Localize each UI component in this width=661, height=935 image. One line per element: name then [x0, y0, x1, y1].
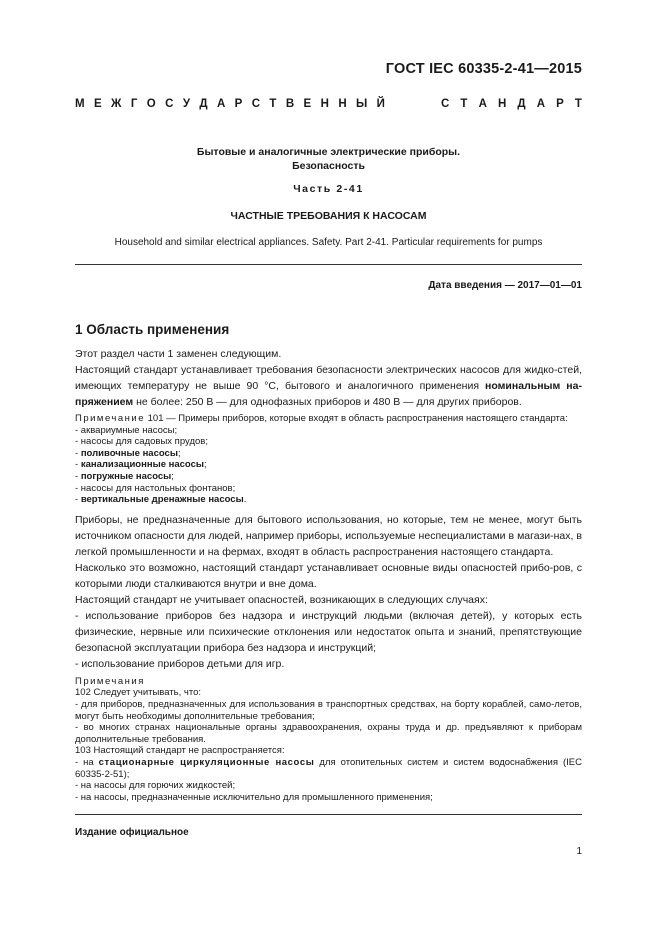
notes-label: Примечания [75, 675, 145, 687]
paragraph: - использование приборов детьми для игр. [75, 657, 285, 670]
banner-letter: С [441, 98, 450, 110]
example-item: - насосы для садовых прудов; [75, 436, 208, 448]
banner-letter: А [536, 98, 546, 110]
note-103-a: - на стационарные циркуляционные насосы для отопительных систем и систем водоснабжения (IEC 60335-2-51); [75, 756, 582, 780]
part-number: Часть 2-41 [293, 183, 364, 195]
note-103-b: - на насосы для горючих жидкостей; [75, 780, 236, 792]
banner-letter: С [251, 98, 261, 110]
banner-letter: Н [320, 98, 329, 110]
example-item: - вертикальные дренажные насосы. [75, 494, 247, 506]
banner-letter: Т [574, 98, 582, 110]
banner-letter: Е [93, 98, 102, 110]
standard-word [441, 98, 582, 110]
standard-number: ГОСТ IEC 60335-2-41—2015 [385, 61, 582, 77]
banner-letter: Д [199, 98, 208, 110]
section-body [75, 346, 582, 803]
banner-letter: Н [497, 98, 507, 110]
paragraph: Настоящий стандарт не учитывает опасностей, возникающих в следующих случаях: [75, 593, 488, 606]
banner-letter: Н [338, 98, 347, 110]
example-item: - поливочные насосы; [75, 447, 181, 459]
banner-letter: А [478, 98, 487, 110]
banner-letter: В [285, 98, 295, 110]
paragraph: - использование приборов без надзора и инструкций людьми (включая детей), у которых есть физические, нервные или психические отклонения или недостаток опыта и знаний, препятствующие безопасной эксплуатации прибора без надзора и инструкций; [75, 609, 582, 654]
banner-letter: А [216, 98, 226, 110]
note-102-a: - для приборов, предназначенных для использования в транспортных средствах, на борту кораблей, само-летов, могут быть необходимы дополнительные требования; [75, 698, 582, 722]
note-103-c: - на насосы, предназначенные исключительно для промышленного применения; [75, 791, 433, 803]
example-item: - погружные насосы; [75, 470, 174, 482]
examples-list [75, 425, 582, 506]
banner-letter: Й [376, 98, 385, 110]
note-102-b: - во многих странах национальные органы здравоохранения, охраны труда и др. предъявляют к приборам дополнительные требования. [75, 722, 582, 745]
document-title [75, 145, 582, 173]
title-line-1: Бытовые и аналогичные электрические приборы. [196, 146, 461, 158]
banner-letter: Ж [111, 98, 122, 110]
section-title: 1 Область применения [75, 322, 230, 337]
paragraph: Этот раздел части 1 заменен следующим. [75, 348, 282, 360]
note-101: Примечание 101 — Примеры приборов, которые входят в область распространения настоящего стандарта: [75, 413, 568, 424]
banner-letter: Ы [356, 98, 368, 110]
note-102: 102 Следует учитывать, что: [75, 687, 202, 699]
paragraph: Настоящий стандарт устанавливает требования безопасности электрических насосов для жидко-стей, имеющих температуру не выше 90 °С, бытового и аналогичного применения номинальным на-пряжением не более: 250 В — для однофазных приборов и 480 В — для других приборов. [75, 364, 582, 408]
title-line-2: Безопасность [292, 160, 365, 172]
banner-letter: С [165, 98, 174, 110]
introduction-date: Дата введения — 2017—01—01 [428, 280, 582, 291]
banner-letter: О [146, 98, 156, 110]
banner-letter: М [75, 98, 85, 110]
banner-letter: Д [517, 98, 526, 110]
page-number: 1 [576, 846, 582, 857]
official-edition-label: Издание официальное [75, 827, 189, 838]
banner-letter: Т [269, 98, 277, 110]
example-item: - аквариумные насосы; [75, 424, 178, 436]
english-title: Household and similar electrical appliances. Safety. Part 2-41. Particular requirements for pumps [114, 237, 543, 248]
note-103: 103 Настоящий стандарт не распространяется: [75, 745, 285, 757]
paragraph: Приборы, не предназначенные для бытового использования, но которые, тем не менее, могут быть источником опасности для людей, например приборы, используемые неспециалистами в магази-нах, в легкой промышленности и на фермах, входят в область распространения настоящего стандарта. [75, 513, 582, 558]
banner-letter: Е [303, 98, 312, 110]
part-heading: ЧАСТНЫЕ ТРЕБОВАНИЯ К НАСОСАМ [230, 210, 427, 222]
banner-letter: Г [130, 98, 138, 110]
interstate-standard-banner [75, 98, 582, 110]
paragraph: Насколько это возможно, настоящий стандарт устанавливает основные виды опасностей прибо-ров, с которыми люди сталкиваются внутри и вне дома. [75, 561, 582, 590]
banner-letter: Т [460, 98, 468, 110]
divider [75, 814, 582, 815]
example-item: - канализационные насосы; [75, 459, 207, 471]
banner-letter: У [182, 98, 190, 110]
banner-letter: Р [556, 98, 564, 110]
example-item: - насосы для настольных фонтанов; [75, 482, 236, 494]
banner-letter: Р [234, 98, 243, 110]
divider [75, 264, 582, 265]
interstate-word [75, 98, 385, 110]
